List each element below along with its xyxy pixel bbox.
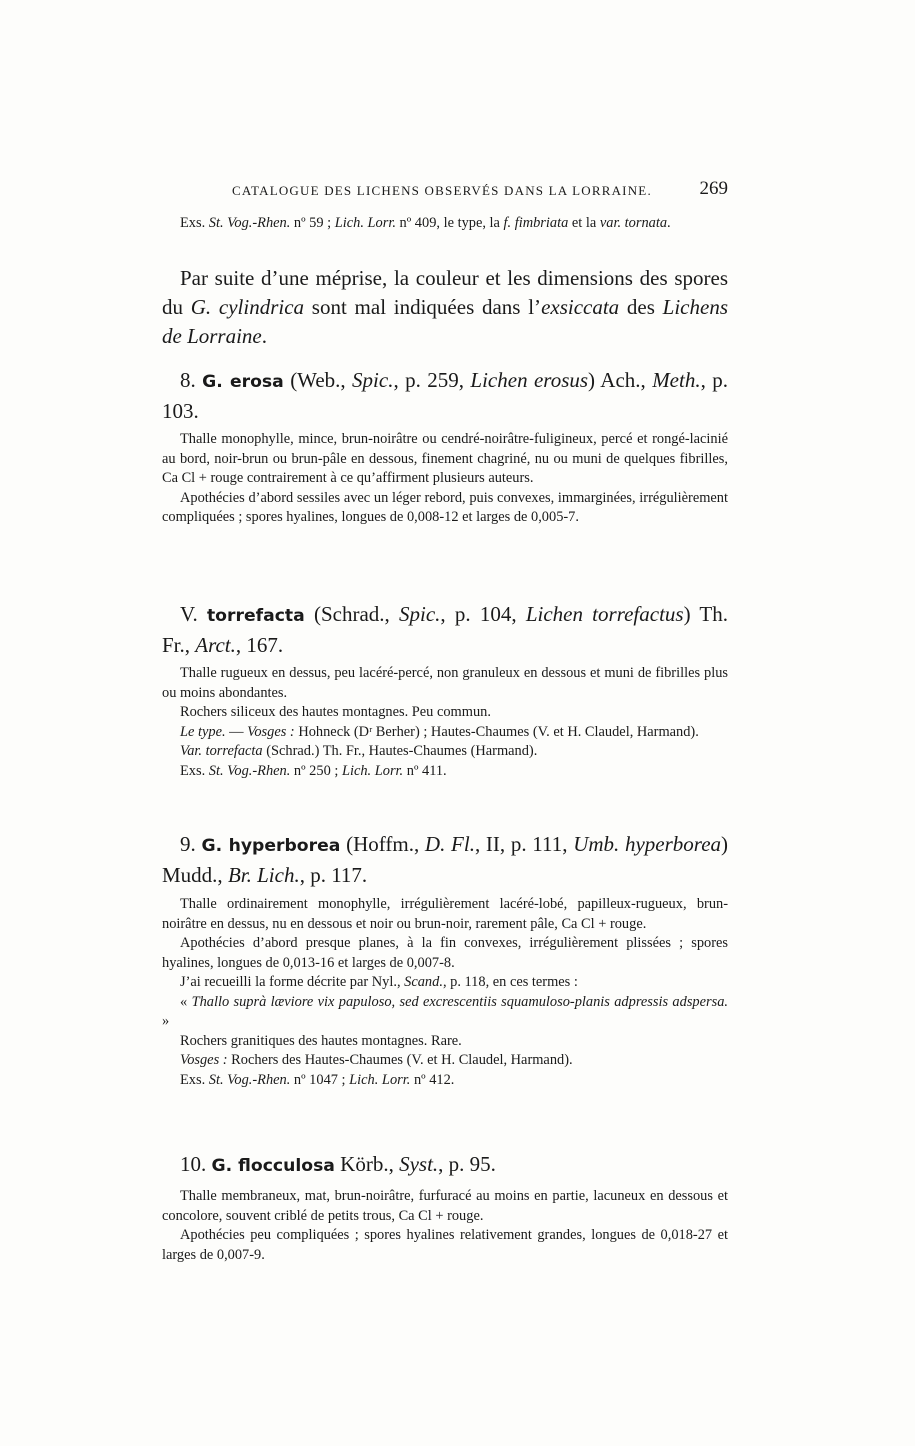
text-run: (Schrad.,	[304, 602, 399, 626]
text-run: , p. 95.	[438, 1152, 496, 1176]
hyperborea-apothecia-paragraph: Apothécies d’abord presque planes, à la fin convexes, irrégulièrement plissées ; spores hyalines, longues de 0,013-16 et larges de 0,007-8.	[162, 935, 728, 971]
text-run: J’ai recueilli la forme décrite par Nyl.,	[180, 974, 405, 990]
variety-number: V.	[180, 602, 207, 626]
erosa-thallus-paragraph: Thalle monophylle, mince, brun-noirâtre ou cendré-noirâtre-fuligineux, percé et rongé-lacinié au bord, noir-brun ou brun-pâle en dessous, finement chagriné, nu ou muni de quelques fibrilles, Ca Cl + rouge contrairement à ce qu’affirment plusieurs auteurs.	[162, 431, 728, 486]
text-run: Arct.	[195, 633, 236, 657]
text-run: Lichen erosus	[470, 368, 589, 392]
species-name: G. hyperborea	[201, 836, 341, 856]
text-run: , p. 259,	[393, 368, 471, 392]
torrefacta-variety-paragraph	[162, 742, 728, 762]
text-run: f. fimbriata	[503, 215, 569, 231]
text-run: Umb. hyperborea	[573, 832, 722, 856]
text-run: nº 250 ;	[290, 762, 342, 779]
text-run: Lich. Lorr.	[334, 215, 396, 231]
text-run: , p. 104,	[440, 602, 526, 626]
text-run: Lichens de Lorraine	[162, 295, 728, 348]
hyperborea-form-paragraph	[162, 973, 728, 993]
text-run: nº 59 ;	[290, 215, 335, 231]
text-run: des	[619, 295, 663, 319]
text-run: «	[180, 993, 192, 1010]
text-run: Vosges :	[180, 1052, 228, 1068]
text-run: ) Ach.,	[588, 368, 653, 392]
text-run: nº 409, le type, la	[395, 215, 504, 231]
variety-heading-torrefacta	[162, 600, 728, 660]
text-run: ) Mudd.,	[162, 832, 729, 887]
species-number: 10.	[180, 1152, 212, 1176]
running-title: CATALOGUE DES LICHENS OBSERVÉS DANS LA LORRAINE.	[232, 183, 652, 198]
text-run: nº 411.	[403, 762, 447, 779]
hyperborea-habitat-paragraph: Rochers granitiques des hautes montagnes. Rare.	[180, 1032, 462, 1049]
text-run: Var. torrefacta	[180, 743, 263, 759]
text-run: ) Th. Fr.,	[162, 602, 728, 657]
text-run: Lich. Lorr.	[341, 762, 404, 779]
text-run: Vosges :	[247, 723, 295, 740]
text-run: , II, p. 111,	[474, 832, 574, 856]
torrefacta-thallus-paragraph: Thalle rugueux en dessus, peu lacéré-percé, non granuleux en dessous et muni de fibrilles plus ou moins abondantes.	[162, 665, 728, 701]
variety-name: torrefacta	[206, 606, 305, 626]
erosa-description	[162, 430, 728, 528]
note-paragraph	[162, 264, 728, 351]
species-number: 8.	[180, 368, 203, 392]
hyperborea-exsiccata-paragraph	[162, 1071, 728, 1091]
species-number: 9.	[180, 832, 202, 856]
exsiccata-reference-top	[162, 214, 728, 234]
torrefacta-exsiccata-paragraph	[162, 762, 728, 782]
text-run: G. cylindrica	[190, 295, 305, 319]
text-run: Syst.	[399, 1152, 439, 1176]
hyperborea-description	[162, 895, 728, 1090]
flocculosa-apothecia-paragraph: Apothécies peu compliquées ; spores hyalines relativement grandes, longues de 0,018-27 et larges de 0,007-9.	[162, 1227, 728, 1263]
text-run: (Hoffm.,	[340, 832, 425, 856]
hyperborea-localities-paragraph	[162, 1051, 728, 1071]
species-name: G. flocculosa	[211, 1156, 335, 1176]
text-run: (Web.,	[283, 368, 353, 392]
text-run: Spic.	[399, 602, 441, 626]
text-run: Lich. Lorr.	[349, 1071, 411, 1088]
flocculosa-thallus-paragraph: Thalle membraneux, mat, brun-noirâtre, furfuracé au moins en partie, lacuneux en dessous et concolore, souvent criblé de petits trous, Ca Cl + rouge.	[162, 1188, 728, 1224]
text-run: , p. 103.	[162, 368, 728, 423]
torrefacta-localities-paragraph	[162, 723, 728, 743]
text-run: Thallo suprà læviore vix papuloso, sed excrescentiis squamuloso-planis adpressis adspersa.	[191, 993, 728, 1010]
text-run: nº 1047 ;	[290, 1071, 350, 1088]
text-run: Spic.	[352, 368, 394, 392]
text-run: Exs.	[180, 1071, 209, 1088]
text-run: , p. 118, en ces termes :	[442, 974, 578, 990]
text-run: Lichen torrefactus	[525, 602, 684, 626]
text-run: Exs.	[180, 762, 209, 779]
species-heading-flocculosa	[162, 1150, 728, 1181]
text-run: »	[162, 1013, 170, 1029]
text-run: St. Vog.-Rhen.	[208, 1071, 291, 1088]
text-run: , 167.	[235, 633, 284, 657]
text-run: Hohneck (Dʳ Berher) ; Hautes-Chaumes (V. et H. Claudel, Harmand).	[294, 723, 699, 740]
species-heading-erosa	[162, 366, 728, 426]
page-number: 269	[699, 178, 728, 199]
text-run: exsiccata	[541, 295, 620, 319]
text-run: nº 412.	[410, 1071, 455, 1088]
text-run: St. Vog.-Rhen.	[208, 215, 291, 231]
torrefacta-description	[162, 664, 728, 781]
text-run: (Schrad.) Th. Fr., Hautes-Chaumes (Harmand).	[262, 743, 538, 759]
text-run: et la	[568, 215, 600, 231]
text-run: , p. 117.	[299, 863, 368, 887]
text-run: Meth.	[652, 368, 701, 392]
text-run: Körb.,	[334, 1152, 400, 1176]
erosa-apothecia-paragraph: Apothécies d’abord sessiles avec un léger rebord, puis convexes, immarginées, irrégulièrement compliquées ; spores hyalines, longues de 0,008-12 et larges de 0,005-7.	[162, 489, 728, 525]
text-run: Exs.	[180, 215, 209, 231]
text-run: .	[667, 215, 671, 231]
text-run: —	[225, 723, 248, 740]
text-run: Scand.	[404, 974, 443, 990]
text-run: sont mal indiquées dans l’	[304, 295, 542, 319]
text-run: St. Vog.-Rhen.	[208, 762, 291, 779]
flocculosa-description	[162, 1187, 728, 1265]
running-head	[162, 178, 728, 204]
text-run: .	[261, 324, 267, 348]
species-name: G. erosa	[202, 372, 284, 392]
text-run: Br. Lich.	[227, 863, 300, 887]
text-run: Le type.	[180, 723, 226, 740]
text-run: Rochers des Hautes-Chaumes (V. et H. Claudel, Harmand).	[227, 1052, 573, 1068]
text-run: Par suite d’une méprise, la couleur et les dimensions des spores du	[162, 266, 728, 319]
species-heading-hyperborea	[162, 830, 728, 890]
text-run: var. tornata	[599, 215, 668, 231]
text-run: D. Fl.	[424, 832, 475, 856]
torrefacta-habitat-paragraph: Rochers siliceux des hautes montagnes. Peu commun.	[180, 704, 491, 720]
hyperborea-thallus-paragraph: Thalle ordinairement monophylle, irrégulièrement lacéré-lobé, papilleux-rugueux, brun-noirâtre en dessus, nu en dessous et noir ou brun-noir, rarement pâle, Ca Cl + rouge.	[162, 896, 728, 932]
hyperborea-latin-quote	[162, 993, 728, 1032]
